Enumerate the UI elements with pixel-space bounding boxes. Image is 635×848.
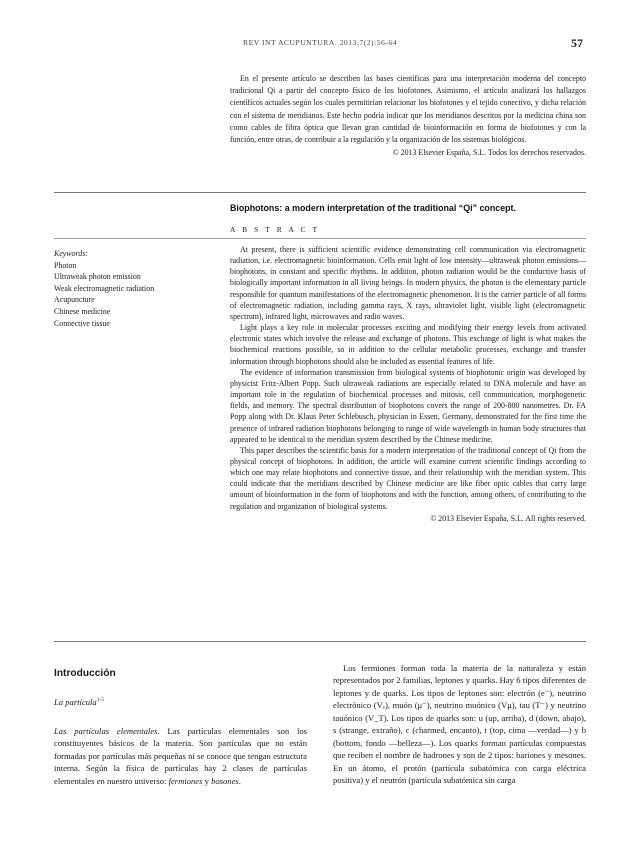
resumen-paragraph: En el presente artículo se describen las bases científicas para una interpretación moderna del concepto tradicional Qi a partir del concepto físico de los biofotones. Asimismo, el artículo analizará los hallazgos científicos actuales según los cuales permitirían relacionar los biofotones y el tejido conectivo, y dicha relación con el sistema de meridianos. Este hecho podría indicar que los meridianos descritos por la medicina china son como cables de fibra óptica que llevan gran cantidad de bioinformación en forma de biofotones y con la función, entre otras, de contribuir a la regulación y la organización de los sistemas biológicos. [230,74,586,145]
abstract-rule [54,238,586,239]
abstract-paragraph: The evidence of information transmission from biological systems of biophotonic origin was developed by physicist Fritz-Albert Popp. Such ultraweak radiations are especially related to DNA molecule and have an important role in the regulation of biochemical processes and mitosis, cell communication, morphogenetic fields, and memory. The spectral distribution of biophotons covers the range of 200-800 nanometres. Dr. FA Popp along with Dr. Klaus Peter Schlebusch, physician in Essen, Germany, demonstrated for the first time the presence of infrared radiation biophotons belonging to range of wide wavelength in human body structures that appeared to be identical to the meridian system described by the Chinese medicine. [230,367,586,444]
keywords-title: Keywords: [54,249,88,258]
abstract-paragraph: This paper describes the scientific basis for a modern interpretation of the traditional concept of Qi from the physical concept of biophotons. In addition, the article will examine current scientific findings according to which one may relate biophotons and connective tissue, and their relationship with the meridian system. This could indicate that the meridians described by Chinese medicine are like fiber optic cables that carry large amount of bioinformation in the form of biophotons and with the function, among others, of contributing to the regulation and organization of biological systems. [230,445,586,511]
abstract-body [230,244,586,524]
page-number: 57 [571,36,583,50]
keyword-item: Weak electromagnetic radiation [54,283,155,293]
english-title: Biophotons: a modern interpretation of the traditional “Qi” concept. [230,203,516,213]
running-header [0,36,635,52]
keyword-item: Photon [54,260,77,270]
abstract-paragraph: At present, there is sufficient scientific evidence demonstrating cell communication via electromagnetic radiation, i.e. electromagnetic bioinformation. Cells emit light of low intensity—ultraweak photon emissions—biophotons, in constant and specific rhythms. In addition, photon radiation would be the conductive basis of biologically important information in all living beings. In modern physics, the photon is the elementary particle responsible for quantum manifestations of the electromagnetic phenomenon. It is the carrier particle of all forms of electromagnetic radiation, including gamma rays, X rays, ultraviolet light, visible light (electromagnetic spectrum), infrared light, microwaves and radio waves. [230,245,586,321]
keyword-item: Acupuncture [54,295,95,305]
divider-rule [54,192,586,193]
subsection-title [54,697,307,707]
abstract-label: A B S T R A C T [230,225,320,234]
keyword-item: Ultraweak photon emission [54,272,141,282]
paragraph-text: y [202,775,212,786]
divider-rule [54,641,586,642]
section-title: Introducción [54,668,116,679]
body-right-column [333,662,586,787]
keyword-item: Chinese medicine [54,306,111,316]
subsection-title-text: La partícula [54,697,97,707]
term-bosones: bosones [211,775,239,786]
resumen-block [230,73,586,159]
paragraph-text: Las partículas elementales son los constituyentes básicos de la materia. Son partículas que no están formadas por partículas más pequeñas ni se conoce que tengan estructura interna. Según la física de partículas hay 2 clases de partículas elementales en nuestro universo: [54,726,307,786]
journal-citation: REV INT ACUPUNTURA. 2013;7(2):56-64 [243,38,397,47]
term-fermiones: fermiones [168,775,203,786]
body-paragraph [54,725,307,787]
reference-marker: 1-5 [96,697,105,704]
abstract-paragraph: Light plays a key role in molecular processes exciting and modifying their energy levels from activated electronic states which involve the release and exchange of photons. This exchange of light is what makes the biochemical reactions possible, so in addition to the cellular metabolic processes, exchange and transfer information through biophotons should also be included as essential features of life. [230,323,586,366]
paragraph-text: . [238,775,241,786]
body-paragraph: Los fermiones forman toda la materia de la naturaleza y están representados por 2 familias, leptones y quarks. Hay 6 tipos diferentes de leptones y de quarks. Los tipos de leptones son: electrón (e⁻), neutrino electrónico (Vₑ), muón (μ⁻), neutrino muónico (Vμ), tau (T⁻) y neutrino tauónico (V_T). Los tipos de quarks son: u (up, arriba), d (down, abajo), s (strange, extraño), c (charmed, encanto), t (top, cima —verdad—) y b (bottom, fondo —belleza—). Los quarks forman partículas compuestas que reciben el nombre de hadrones y son de 2 tipos: bariones y mesones. En un átomo, el protón (partícula subatómica con carga eléctrica positiva) y el neutrón (partícula subatómica sin carga [333,663,586,786]
resumen-copyright: © 2013 Elsevier España, S.L. Todos los derechos reservados. [392,148,586,158]
keywords-block [54,248,219,329]
abstract-copyright: © 2013 Elsevier España, S.L. All rights reserved. [430,513,586,523]
paragraph-lead: Las partículas elementales. [54,726,160,736]
body-left-column [54,668,307,787]
keyword-item: Connective tissue [54,318,110,328]
